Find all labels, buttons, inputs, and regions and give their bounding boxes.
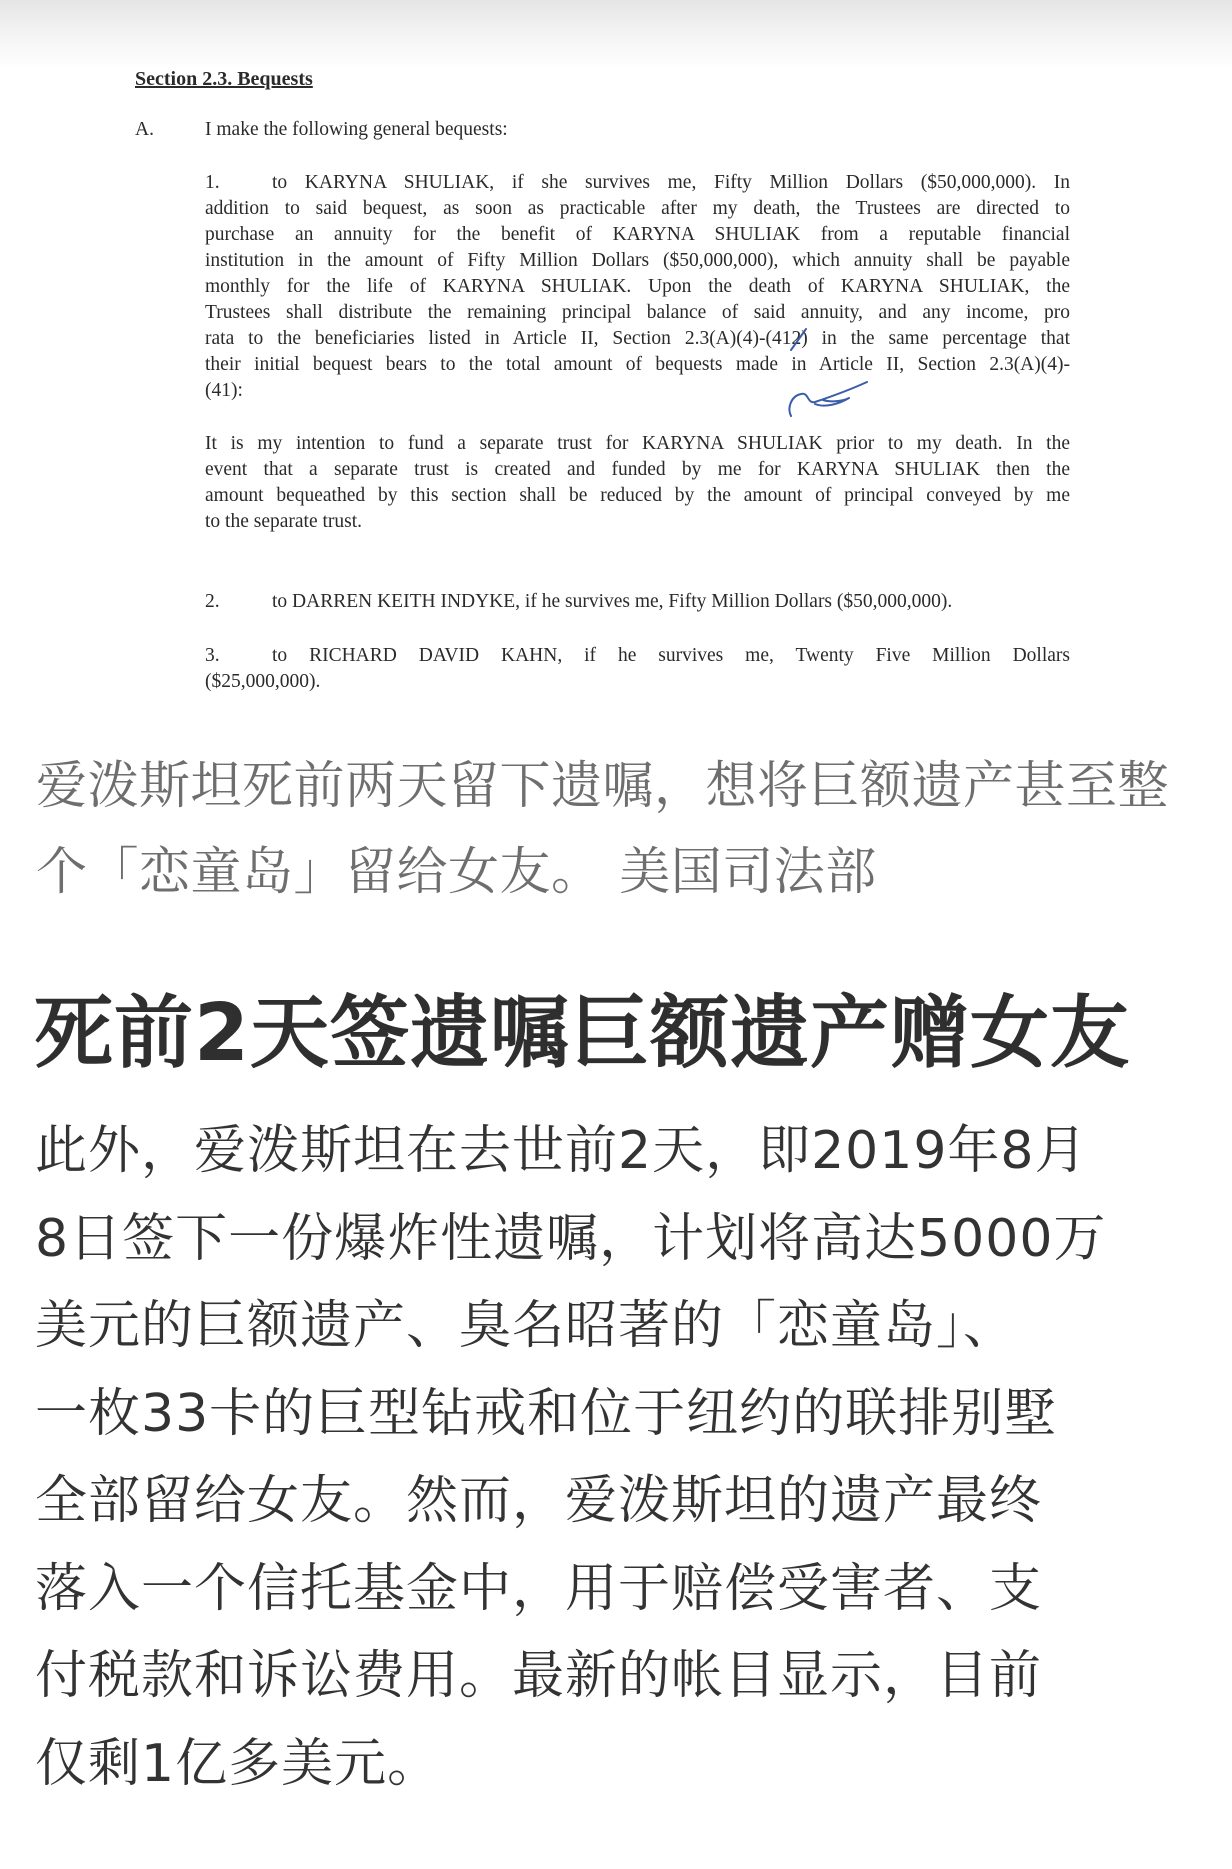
article-paragraph bbox=[35, 1108, 1215, 1808]
section-heading: Section 2.3. Bequests bbox=[135, 68, 313, 90]
clause-intro: I make the following general bequests: bbox=[205, 119, 508, 140]
item-1-line-4: institution in the amount of Fifty Million Dollars ($50,000,000), which annuity shall be payable bbox=[205, 250, 1070, 271]
article-subheading: 死前2天签遗嘱巨额遗产赠女友 bbox=[34, 987, 1130, 1079]
trust-para-line-3: amount bequeathed by this section shall be reduced by the amount of principal conveyed by me bbox=[205, 485, 1070, 506]
item-1-line-7: rata to the beneficiaries listed in Article II, Section 2.3(A)(4)-(412) in the same percentage that bbox=[205, 328, 1070, 349]
item-1-line-9: (41): bbox=[205, 380, 243, 401]
will-document-scan bbox=[0, 0, 1232, 720]
item-3-line-2: ($25,000,000). bbox=[205, 671, 321, 692]
caption-line-2: 个「恋童岛」留给女友。 美国司法部 bbox=[36, 843, 877, 902]
handwritten-strike-mark bbox=[788, 326, 810, 354]
item-2-line-1: to DARREN KEITH INDYKE, if he survives me, Fifty Million Dollars ($50,000,000). bbox=[272, 591, 953, 612]
item-1-line-1: to KARYNA SHULIAK, if she survives me, Fifty Million Dollars ($50,000,000). In bbox=[272, 172, 1070, 193]
item-1-number: 1. bbox=[205, 172, 220, 193]
item-2-number: 2. bbox=[205, 591, 220, 612]
item-1-line-8: their initial bequest bears to the total amount of bequests made in Article II, Section 2.3(A)(4)- bbox=[205, 354, 1070, 375]
item-1-line-6: Trustees shall distribute the remaining principal balance of said annuity, and any income, pro bbox=[205, 302, 1070, 323]
paragraph-line-3: 美元的巨额遗产、臭名昭著的「恋童岛」、 bbox=[35, 1296, 1017, 1356]
caption-line-1: 爱泼斯坦死前两天留下遗嘱，想将巨额遗产甚至整 bbox=[36, 757, 1170, 816]
paragraph-line-1: 此外，爱泼斯坦在去世前2天，即2019年8月 bbox=[35, 1121, 1088, 1181]
image-caption bbox=[36, 744, 1216, 916]
trust-para-line-4: to the separate trust. bbox=[205, 511, 363, 532]
clause-label: A. bbox=[135, 119, 154, 140]
item-1-line-3: purchase an annuity for the benefit of KARYNA SHULIAK from a reputable financial bbox=[205, 224, 1070, 245]
trust-para-line-2: event that a separate trust is created and funded by me for KARYNA SHULIAK then the bbox=[205, 459, 1070, 480]
paragraph-line-2: 8日签下一份爆炸性遗嘱，计划将高达5000万 bbox=[35, 1208, 1107, 1269]
paragraph-line-6: 落入一个信托基金中，用于赔偿受害者、支 bbox=[35, 1558, 1043, 1619]
paragraph-line-4: 一枚33卡的巨型钻戒和位于纽约的联排别墅 bbox=[35, 1383, 1058, 1444]
item-3-line-1: to RICHARD DAVID KAHN, if he survives me, Twenty Five Million Dollars bbox=[272, 645, 1070, 666]
item-1-line-5: monthly for the life of KARYNA SHULIAK. Upon the death of KARYNA SHULIAK, the bbox=[205, 276, 1070, 297]
item-3-number: 3. bbox=[205, 645, 220, 666]
paragraph-line-8: 仅剩1亿多美元。 bbox=[35, 1733, 441, 1794]
paragraph-line-7: 付税款和诉讼费用。最新的帐目显示，目前 bbox=[35, 1646, 1043, 1706]
trust-para-line-1: It is my intention to fund a separate trust for KARYNA SHULIAK prior to my death. In the bbox=[205, 433, 1070, 454]
handwritten-initials bbox=[785, 378, 875, 420]
paragraph-line-5: 全部留给女友。然而，爱泼斯坦的遗产最终 bbox=[35, 1471, 1043, 1531]
item-1-line-2: addition to said bequest, as soon as practicable after my death, the Trustees are directed to bbox=[205, 198, 1070, 219]
